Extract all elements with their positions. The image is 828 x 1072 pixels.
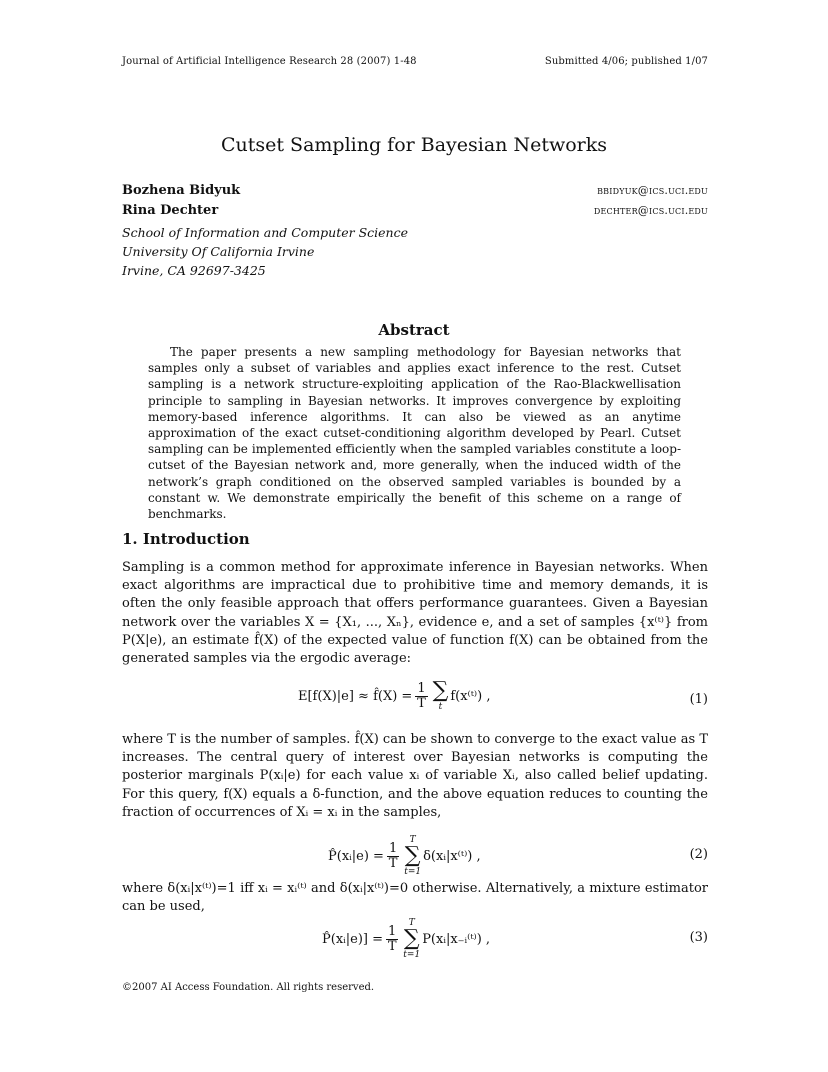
fraction-numerator: 1 (417, 680, 426, 696)
equation-number: (1) (689, 692, 708, 707)
fraction-numerator: 1 (388, 923, 397, 939)
equation-lhs: P̂(xᵢ|e)] = (322, 931, 384, 947)
journal-citation: Journal of Artificial Intelligence Research 28 (2007) 1-48 (122, 56, 417, 67)
summation-sign: ∑ (432, 678, 449, 703)
fraction-denominator: T (417, 695, 426, 711)
summation-sign: ∑ (403, 926, 420, 951)
summation-lower: t=1 (404, 867, 422, 877)
author-email: dechter@ics.uci.edu (593, 204, 708, 217)
equation-1 (122, 680, 708, 720)
affiliation-line: Irvine, CA 92697-3425 (122, 263, 266, 278)
fraction (387, 842, 399, 871)
fraction-denominator: T (387, 938, 397, 954)
summation-lower: t=1 (403, 950, 421, 960)
abstract-body: The paper presents a new sampling methodology for Bayesian networks that samples only a subset of variables and applies exact inference to the rest. Cutset sampling is a network structure-exploiting application of the Rao-Blackwellisation principle to sampling in Bayesian networks. It improves convergence by exploiting memory-based inference algorithms. It can also be viewed as an anytime approximation of the exact cutset-conditioning algorithm developed by Pearl. Cutset sampling can be implemented efficiently when the sampled variables constitute a loop-cutset of the Bayesian network and, more generally, when the induced width of the network’s graph conditioned on the observed sampled variables is bounded by a constant w. We demonstrate empirically the benefit of this scheme on a range of benchmarks. (148, 345, 681, 522)
equation-number: (2) (689, 847, 708, 862)
copyright-footer: ©2007 AI Access Foundation. All rights reserved. (122, 982, 375, 993)
equation-rhs: P(xᵢ|x₋ᵢ⁽ᵗ⁾) , (422, 931, 491, 947)
fraction-denominator: T (388, 855, 398, 871)
fraction (415, 682, 427, 711)
equation-number: (3) (689, 930, 708, 945)
equation-3 (122, 918, 708, 958)
paper-title: Cutset Sampling for Bayesian Networks (220, 134, 608, 156)
intro-paragraph-3: where δ(xᵢ|x⁽ᵗ⁾)=1 iff xᵢ = xᵢ⁽ᵗ⁾ and δ(xᵢ|x⁽ᵗ⁾)=0 otherwise. Alternatively, a mixture estimator can be used, (122, 881, 708, 915)
equation-body (322, 918, 490, 960)
affiliation-line: School of Information and Computer Science (122, 225, 409, 240)
author-name: Rina Dechter (122, 203, 219, 218)
submission-dates: Submitted 4/06; published 1/07 (544, 56, 708, 67)
equation-2 (122, 835, 708, 875)
intro-paragraph-1: Sampling is a common method for approximate inference in Bayesian networks. When exact algorithms are impractical due to prohibitive time and memory demands, it is often the only feasible approach that offers performance guarantees. Given a Bayesian network over the variables X = {X₁, ..., Xₙ}, evidence e, and a set of samples {x⁽ᵗ⁾} from P(X|e), an estimate f̂(X) of the expected value of function f(X) can be obtained from the generated samples via the ergodic average: (122, 560, 708, 667)
abstract-heading: Abstract (378, 321, 450, 339)
summation-sign: ∑ (404, 843, 421, 868)
summation (433, 680, 449, 712)
fraction-numerator: 1 (388, 840, 398, 856)
equation-rhs: f(x⁽ᵗ⁾) , (450, 688, 491, 704)
equation-lhs: E[f(X)|e] ≈ f̂(X) = (298, 688, 413, 704)
author-block (122, 183, 708, 280)
intro-paragraph-2: where T is the number of samples. f̂(X) can be shown to converge to the exact value as T increases. The central query of interest over Bayesian networks is computing the posterior marginals P(xᵢ|e) for each value xᵢ of variable Xᵢ, also called belief updating. For this query, f(X) equals a δ-function, and the above equation reduces to counting the fraction of occurrences of Xᵢ = xᵢ in the samples, (122, 732, 708, 820)
author-row (122, 183, 708, 203)
summation-upper: T (409, 835, 416, 845)
author-row (122, 203, 708, 223)
section-heading: 1. Introduction (122, 530, 250, 548)
author-email: bbidyuk@ics.uci.edu (597, 184, 708, 197)
summation (403, 918, 420, 960)
equation-rhs: δ(xᵢ|x⁽ᵗ⁾) , (423, 848, 481, 864)
summation-lower: t (438, 702, 443, 712)
summation-upper: T (408, 918, 415, 928)
equation-body (298, 680, 490, 712)
affiliation-line: University Of California Irvine (122, 244, 315, 259)
equation-lhs: P̂(xᵢ|e) = (328, 848, 384, 864)
summation (404, 835, 421, 877)
fraction (386, 925, 398, 954)
equation-body (328, 835, 481, 877)
author-name: Bozhena Bidyuk (122, 183, 241, 198)
page-header (122, 56, 708, 67)
